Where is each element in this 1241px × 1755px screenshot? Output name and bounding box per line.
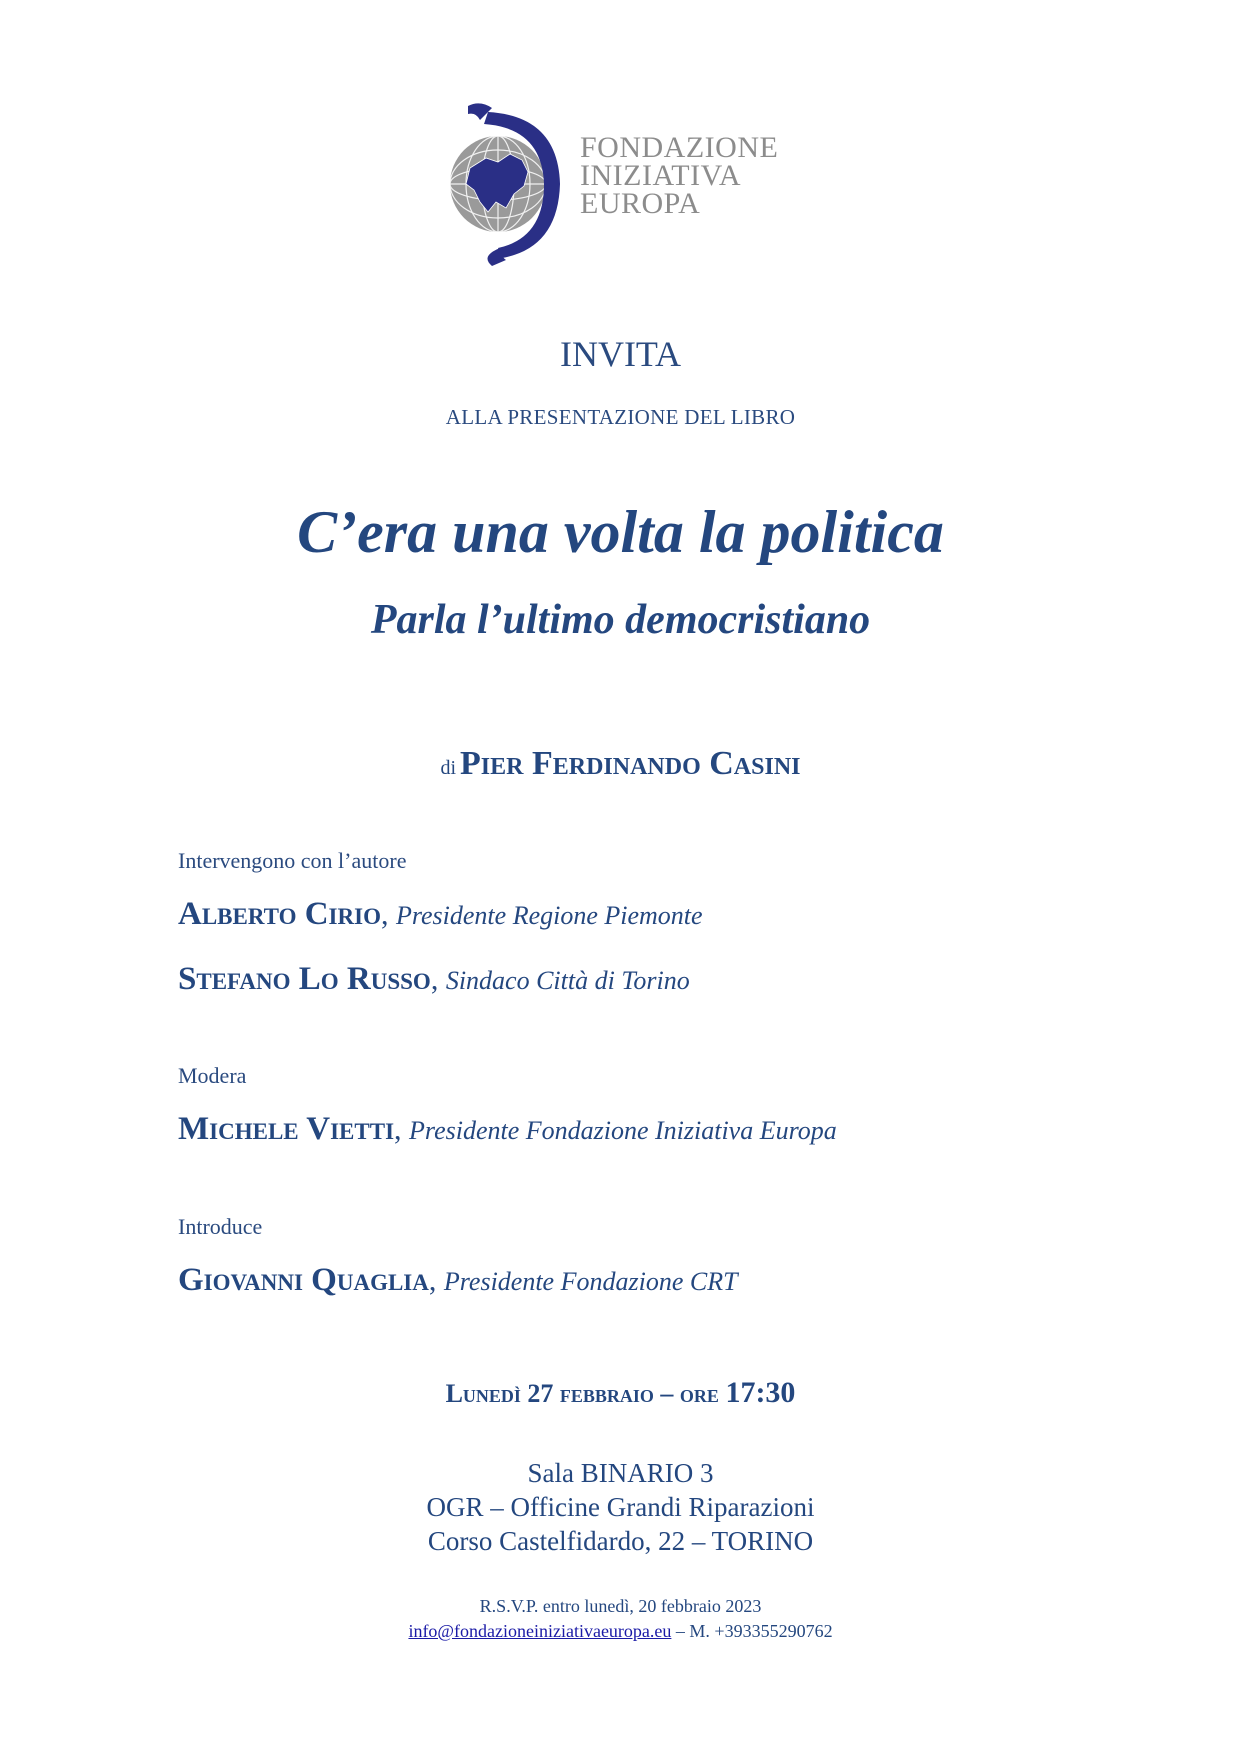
author-prefix: di [440,757,457,779]
venue-line-3: Corso Castelfidardo, 22 – TORINO [427,1526,814,1556]
event-time: 17:30 [725,1376,796,1409]
speaker-row [178,896,703,933]
rsvp-contact [0,1621,1241,1642]
event-date-text: Lunedì 27 febbraio – ore [445,1379,719,1408]
rsvp-phone: – M. +393355290762 [671,1621,833,1641]
moderator-name: Michele Vietti [178,1111,395,1147]
introducer-separator: , [428,1264,437,1297]
speaker-role: Presidente Regione Piemonte [395,901,703,930]
venue-line-2: OGR – Officine Grandi Riparazioni [426,1492,815,1522]
logo-line-1: FONDAZIONE [580,131,779,164]
event-date [0,1376,1241,1410]
speaker-row [178,961,690,998]
rsvp-email-link[interactable]: info@fondazioneiniziativaeuropa.eu [408,1621,672,1641]
moderator-separator: , [394,1113,402,1146]
invita-heading: INVITA [559,334,682,374]
moderator-label: Modera [178,1063,247,1088]
book-subtitle: Parla l’ultimo democristiano [370,597,871,643]
foundation-logo [440,98,820,268]
introducer-row [178,1262,738,1299]
introducer-role: Presidente Fondazione CRT [443,1267,738,1296]
speaker-separator: , [430,963,439,996]
moderator-role: Presidente Fondazione Iniziativa Europa [409,1116,837,1145]
speaker-separator: , [380,898,389,931]
speaker-name: Stefano Lo Russo [178,961,431,997]
speakers-label: Intervengono con l’autore [178,848,407,873]
logo-line-3: EUROPA [580,187,701,220]
rsvp-line: R.S.V.P. entro lunedì, 20 febbraio 2023 [479,1596,762,1616]
book-author [0,745,1241,783]
introducer-label: Introduce [178,1214,263,1239]
presentation-subheading: ALLA PRESENTAZIONE DEL LIBRO [445,405,796,429]
moderator-row [178,1111,837,1148]
author-name: Pier Ferdinando Casini [460,745,801,782]
logo-wordmark [580,131,779,220]
speaker-name: Alberto Cirio [178,896,381,932]
book-title: C’era una volta la politica [297,499,944,565]
speaker-role: Sindaco Città di Torino [445,966,690,995]
globe-europe-logo-icon [440,98,580,268]
introducer-name: Giovanni Quaglia [178,1262,429,1298]
logo-line-2: INIZIATIVA [580,159,742,192]
venue-line-1: Sala BINARIO 3 [527,1458,714,1488]
